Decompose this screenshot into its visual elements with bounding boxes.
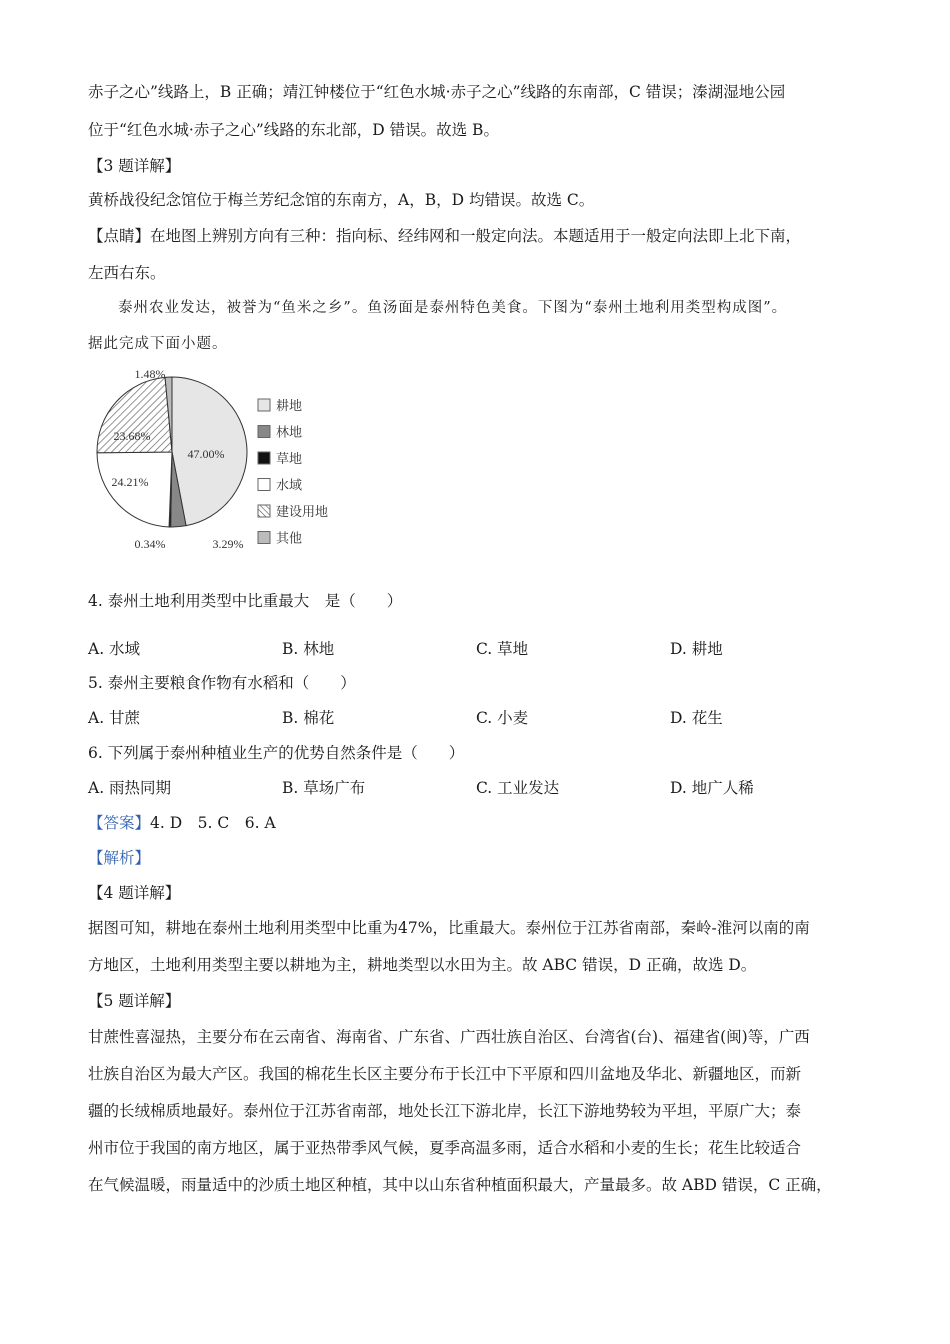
option: A. 甘蔗 — [88, 709, 141, 727]
option: C. 草地 — [476, 640, 529, 658]
legend — [258, 398, 328, 546]
option: C. 小麦 — [476, 709, 529, 727]
text-line: 赤子之心”线路上，B 正确；靖江钟楼位于“红色水城·赤子之心”线路的东南部，C 错误；溱湖湿地公园 — [88, 83, 786, 101]
legend-label: 草地 — [276, 451, 303, 466]
option: D. 地广人稀 — [670, 779, 754, 797]
legend-swatch — [258, 452, 270, 464]
pie-value-label: 1.48% — [134, 367, 166, 381]
text-line: 位于“红色水城·赤子之心”线路的东北部，D 错误。故选 B。 — [88, 121, 499, 139]
legend-label: 建设用地 — [276, 504, 329, 519]
option: A. 水域 — [88, 640, 141, 658]
legend-label: 林地 — [276, 424, 303, 440]
intro-line: 泰州农业发达，被誉为“鱼米之乡”。鱼汤面是泰州特色美食。下图为“泰州土地利用类型构成图”。 — [118, 300, 788, 316]
legend-swatch — [258, 505, 270, 517]
option: A. 雨热同期 — [88, 779, 172, 797]
section-heading: 【4 题详解】 — [88, 884, 181, 902]
intro-line: 据此完成下面小题。 — [88, 336, 228, 352]
legend-swatch — [258, 479, 270, 491]
legend-label: 其他 — [276, 530, 303, 546]
section-heading: 【3 题详解】 — [88, 157, 181, 175]
pie-slice-4 — [97, 452, 172, 527]
section-heading: 【5 题详解】 — [88, 992, 181, 1010]
option: B. 林地 — [282, 640, 335, 658]
option: D. 耕地 — [670, 640, 723, 658]
land-use-pie-chart — [88, 362, 358, 558]
pie-value-label: 0.34% — [134, 537, 166, 551]
pie-value-label: 24.21% — [111, 475, 149, 489]
legend-swatch — [258, 532, 270, 544]
option: B. 棉花 — [282, 709, 335, 727]
option: B. 草场广布 — [282, 779, 366, 797]
pie-value-label: 3.29% — [212, 537, 244, 551]
legend-label: 耕地 — [276, 398, 303, 413]
option: D. 花生 — [670, 709, 723, 727]
text-line: 左西右东。 — [88, 264, 166, 282]
answer-label: 【答案】 — [88, 814, 151, 832]
legend-swatch — [258, 426, 270, 438]
question-stem: 5. 泰州主要粮食作物有水稻和（ ） — [88, 674, 356, 692]
text-line: 州市位于我国的南方地区，属于亚热带季风气候，夏季高温多雨，适合水稻和小麦的生长；花生比较适合 — [88, 1139, 802, 1157]
legend-label: 水域 — [276, 477, 303, 493]
text-line: 甘蔗性喜湿热，主要分布在云南省、海南省、广东省、广西壮族自治区、台湾省(台)、福建省(闽)等，广西 — [88, 1028, 810, 1046]
question-stem: 4. 泰州土地利用类型中比重最大 是（ ） — [88, 592, 403, 610]
text-line: 壮族自治区为最大产区。我国的棉花生长区主要分布于长江中下平原和四川盆地及华北、新疆地区，而新 — [88, 1065, 802, 1083]
text-line: 疆的长绒棉质地最好。泰州位于江苏省南部，地处长江下游北岸，长江下游地势较为平坦，平原广大；泰 — [88, 1102, 802, 1120]
tip-line: 【点睛】在地图上辨别方向有三种：指向标、经纬网和一般定向法。本题适用于一般定向法即上北下南， — [88, 227, 802, 245]
answer-text: 4. D 5. C 6. A — [150, 814, 276, 832]
text-line: 在气候温暖，雨量适中的沙质土地区种植，其中以山东省种植面积最大，产量最多。故 ABD 错误，C 正确， — [88, 1176, 832, 1194]
pie-value-label: 23.68% — [113, 429, 151, 443]
text-line: 据图可知，耕地在泰州土地利用类型中比重为47%，比重最大。泰州位于江苏省南部，秦岭-淮河以南的南 — [88, 919, 810, 937]
legend-swatch — [258, 399, 270, 411]
question-stem: 6. 下列属于泰州种植业生产的优势自然条件是（ ） — [88, 744, 465, 762]
text-line: 黄桥战役纪念馆位于梅兰芳纪念馆的东南方，A，B，D 均错误。故选 C。 — [88, 191, 595, 209]
pie-value-label: 47.00% — [187, 447, 225, 461]
answer-line — [88, 813, 276, 833]
text-line: 方地区，土地利用类型主要以耕地为主，耕地类型以水田为主。故 ABC 错误，D 正确，故选 D。 — [88, 956, 757, 974]
option: C. 工业发达 — [476, 779, 560, 797]
analysis-heading: 【解析】 — [88, 849, 151, 867]
